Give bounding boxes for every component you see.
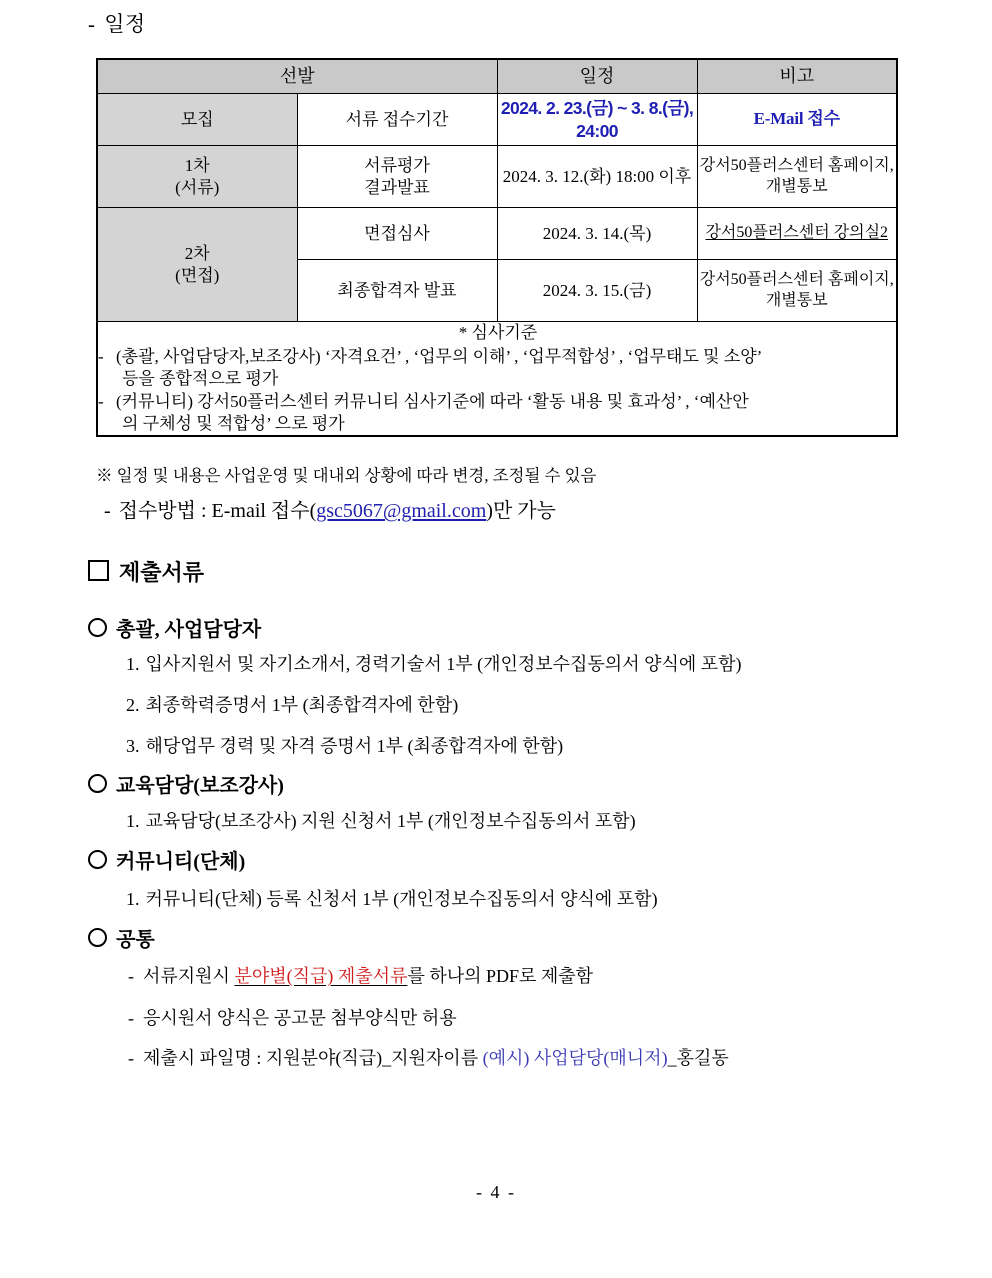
cell-evaluation-criteria	[97, 322, 897, 436]
common-item	[128, 1044, 729, 1070]
cell-date-application-period	[497, 94, 697, 146]
group-heading-instructor	[88, 769, 284, 798]
table-row	[97, 208, 897, 260]
item-suffix: _홍길동	[667, 1048, 729, 1068]
application-method-line	[104, 494, 556, 523]
schedule-table-wrapper	[96, 58, 898, 437]
circle-bullet-icon	[88, 928, 107, 947]
note-line-1: 강서50플러스센터 홈페이지,	[699, 157, 894, 175]
note-text: 강서50플러스센터 강의실2	[705, 224, 889, 242]
item-prefix: 서류지원시	[143, 966, 235, 986]
cell-date-interview: 2024. 3. 14.(목)	[497, 208, 697, 260]
stage-line-2: (서류)	[175, 177, 220, 197]
group-heading-common	[88, 923, 155, 952]
list-number: 1.	[126, 889, 140, 909]
header-cell-selection: 선발	[97, 59, 497, 94]
cell-item-document-result	[297, 146, 497, 208]
note-text: E-Mail 접수	[753, 109, 840, 129]
item-suffix: 를 하나의 PDF로 제출함	[407, 966, 594, 986]
criteria-item	[98, 346, 896, 390]
heading-text: 일정	[104, 12, 146, 36]
cell-note-final-result	[697, 260, 897, 322]
email-link[interactable]: gsc5067@gmail.com	[316, 500, 487, 522]
item-line-1: 서류평가	[364, 155, 430, 175]
cell-item-application-period: 서류 접수기간	[297, 94, 497, 146]
item-dash: -	[128, 1048, 134, 1068]
schedule-table	[96, 58, 898, 437]
heading-dash: -	[88, 12, 96, 36]
list-item	[126, 732, 563, 758]
list-item	[126, 650, 742, 676]
date-text: 2024. 2. 23.(금) ~ 3. 8.(금), 24:00	[500, 97, 694, 141]
list-text: 최종학력증명서 1부 (최종합격자에 한함)	[145, 695, 459, 715]
criteria-text: (총괄, 사업담당자,보조강사) ‘자격요건’ , ‘업무의 이해’ , ‘업무적합성’ , ‘업무태도 및 소양’	[116, 346, 763, 366]
item-prefix: 응시원서 양식은 공고문 첨부양식만 허용	[143, 1008, 457, 1028]
list-text: 커뮤니티(단체) 등록 신청서 1부 (개인정보수집동의서 양식에 포함)	[145, 889, 658, 909]
header-cell-schedule: 일정	[497, 59, 697, 94]
stage-line-2: (면접)	[175, 265, 220, 285]
common-item	[128, 962, 593, 988]
list-text: 해당업무 경력 및 자격 증명서 1부 (최종합격자에 한함)	[145, 736, 564, 756]
method-prefix: 접수방법 : E-mail 접수(	[118, 500, 317, 522]
criteria-title: * 심사기준	[458, 323, 538, 342]
table-header-row	[97, 59, 897, 94]
cell-stage-recruit: 모집	[97, 94, 297, 146]
header-cell-note: 비고	[697, 59, 897, 94]
table-row	[97, 94, 897, 146]
note-line-2: 개별통보	[765, 291, 828, 309]
item-example: (예시) 사업담당(매니저)	[482, 1048, 668, 1068]
cell-stage-second-round	[97, 208, 297, 322]
change-notice: ※ 일정 및 내용은 사업운영 및 대내외 상황에 따라 변경, 조정될 수 있음	[96, 466, 597, 485]
cell-stage-first-round	[97, 146, 297, 208]
list-item	[126, 807, 636, 833]
documents-title	[88, 556, 204, 587]
cell-note-document-result	[697, 146, 897, 208]
cell-note-interview-room	[697, 208, 897, 260]
cell-date-final-result: 2024. 3. 15.(금)	[497, 260, 697, 322]
criteria-item	[98, 391, 896, 435]
page-number: - 4 -	[476, 1182, 516, 1202]
list-text: 교육담당(보조강사) 지원 신청서 1부 (개인정보수집동의서 포함)	[145, 811, 636, 831]
item-line-2: 결과발표	[364, 177, 430, 197]
criteria-text-cont: 의 구체성 및 적합성’ 으로 평가	[122, 414, 345, 433]
cell-item-interview: 면접심사	[297, 208, 497, 260]
group-name: 총괄, 사업담당자	[116, 619, 262, 641]
criteria-text: (커뮤니티) 강서50플러스센터 커뮤니티 심사기준에 따라 ‘활동 내용 및 효과성’ , ‘예산안	[116, 392, 749, 412]
cell-date-document-result: 2024. 3. 12.(화) 18:00 이후	[497, 146, 697, 208]
stage-line-1: 1차	[184, 155, 210, 175]
list-item	[126, 885, 658, 911]
item-prefix: 제출시 파일명 : 지원분야(직급)_지원자이름	[143, 1048, 483, 1068]
item-dash: -	[128, 1008, 134, 1028]
stage-line-1: 2차	[184, 243, 210, 263]
group-name: 공통	[116, 929, 155, 951]
list-number: 2.	[126, 695, 140, 715]
note-line-2: 개별통보	[765, 177, 828, 195]
list-text: 입사지원서 및 자기소개서, 경력기술서 1부 (개인정보수집동의서 양식에 포함)	[145, 654, 742, 674]
criteria-lead: -	[98, 392, 104, 412]
criteria-text-cont: 등을 종합적으로 평가	[122, 368, 279, 388]
group-name: 커뮤니티(단체)	[116, 851, 246, 873]
criteria-row	[97, 322, 897, 436]
item-dash: -	[128, 966, 134, 986]
criteria-lead: -	[98, 346, 104, 366]
section-heading	[88, 8, 145, 38]
common-item	[128, 1004, 457, 1030]
list-number: 1.	[126, 811, 140, 831]
list-number: 3.	[126, 736, 140, 756]
group-heading-community	[88, 845, 245, 874]
circle-bullet-icon	[88, 618, 107, 637]
documents-title-text: 제출서류	[119, 560, 205, 585]
cell-note-email	[697, 94, 897, 146]
table-row	[97, 146, 897, 208]
cell-item-final-result: 최종합격자 발표	[297, 260, 497, 322]
method-dash: -	[104, 500, 111, 522]
circle-bullet-icon	[88, 774, 107, 793]
square-bullet-icon	[88, 560, 109, 581]
list-number: 1.	[126, 654, 140, 674]
group-heading-manager	[88, 613, 261, 642]
note-line-1: 강서50플러스센터 홈페이지,	[699, 271, 894, 289]
method-suffix: )만 가능	[486, 500, 556, 522]
group-name: 교육담당(보조강사)	[116, 775, 284, 797]
item-emphasis: 분야별(직급) 제출서류	[234, 966, 408, 986]
circle-bullet-icon	[88, 850, 107, 869]
list-item	[126, 691, 458, 717]
